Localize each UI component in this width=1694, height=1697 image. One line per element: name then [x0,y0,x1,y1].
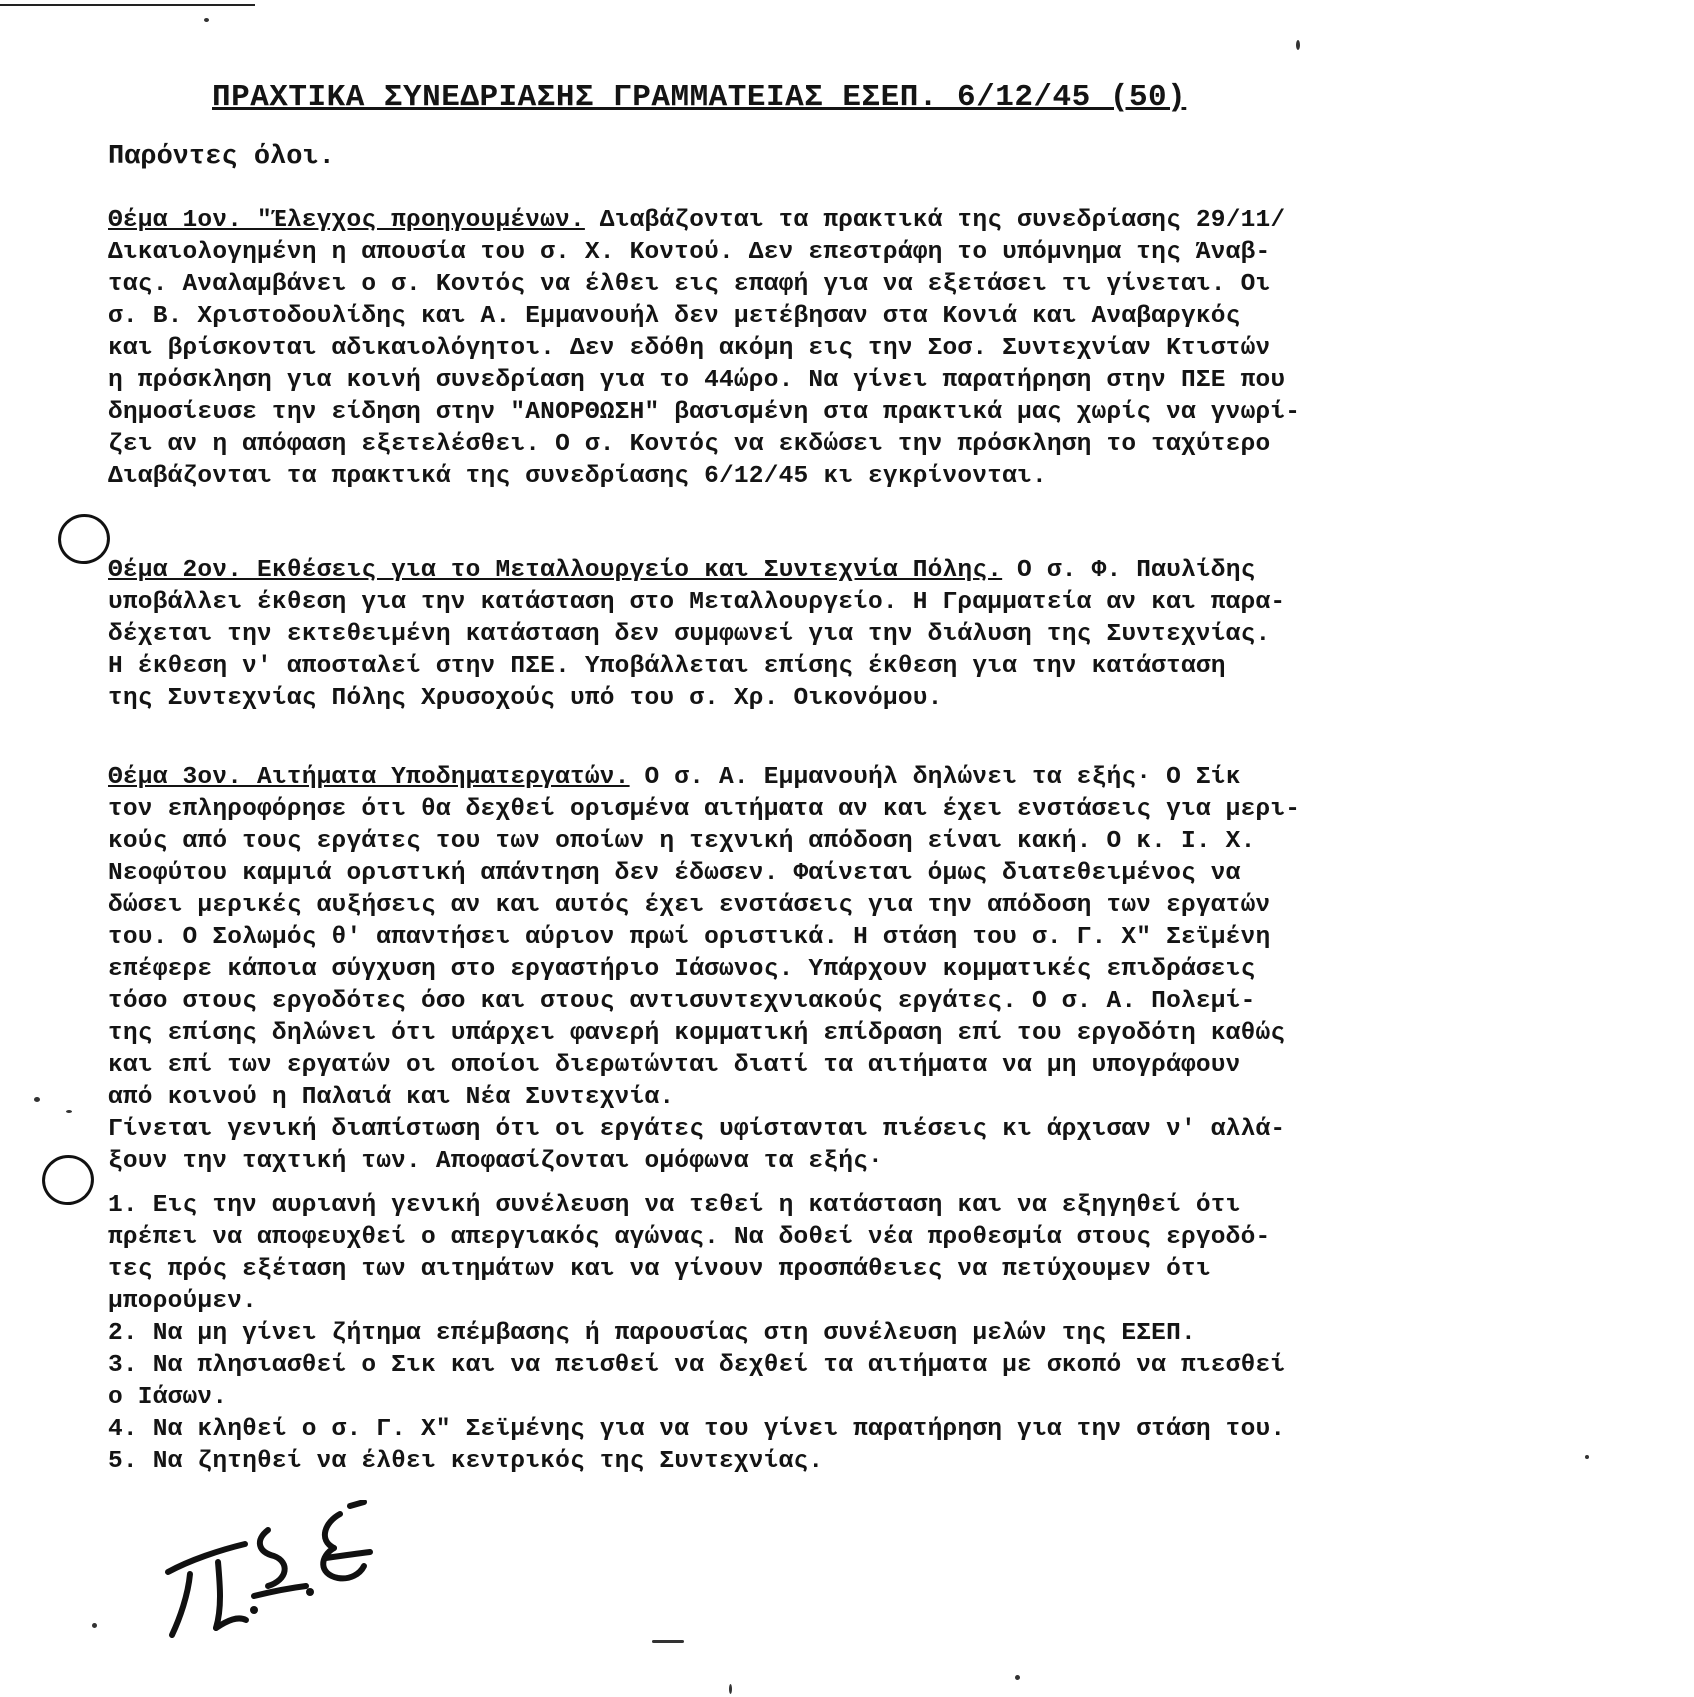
topic-3 [108,762,1688,1178]
topic-1-heading: Θέμα 1ον. "Έλεγχος προηγουμένων. [108,207,585,234]
topic-3-line: και επί των εργατών οι οποίοι διερωτώνται διατί τα αιτήματα να μη υπογράφουν [108,1052,1241,1079]
topic-2-line: δέχεται την εκτεθειμένη κατάσταση δεν συμφωνεί για την διάλυση της Συντεχνίας. [108,621,1271,648]
topic-3-line: Νεοφύτου καμμιά οριστική απάντηση δεν έδωσεν. Φαίνεται όμως διατεθειμένος να [108,860,1241,887]
handwritten-signature [150,1500,410,1650]
document-title: ΠΡΑΧΤΙΚΑ ΣΥΝΕΔΡΙΑΣΗΣ ΓΡΑΜΜΑΤΕΙΑΣ ΕΣΕΠ. 6/12/45 (50) [212,80,1187,115]
scan-speck [66,1110,72,1113]
decision-item: 3. Να πλησιασθεί ο Σικ και να πεισθεί να δεχθεί τα αιτήματα με σκοπό να πιεσθεί [108,1352,1286,1379]
topic-2-heading: Θέμα 2ον. Εκθέσεις για το Μεταλλουργείο και Συντεχνία Πόλης. [108,557,1003,584]
decision-item: 2. Να μη γίνει ζήτημα επέμβασης ή παρουσίας στη συνέλευση μελών της ΕΣΕΠ. [108,1320,1196,1347]
topic-2-first-text: Ο σ. Φ. Παυλίδης [1002,557,1256,584]
topic-3-line: του. Ο Σολωμός θ' απαντήσει αύριον πρωί οριστικά. Η στάση του σ. Γ. Χ" Σεϊμένη [108,924,1271,951]
topic-1-first-line [108,205,1688,237]
topic-1-line: ζει αν η απόφαση εξετελέσθει. Ο σ. Κοντός να εκδώσει την πρόσκληση το ταχύτερο [108,431,1271,458]
decision-item: 5. Να ζητηθεί να έλθει κεντρικός της Συντεχνίας. [108,1448,824,1475]
topic-3-line: της επίσης δηλώνει ότι υπάρχει φανερή κομματική επίδραση επί του εργοδότη καθώς [108,1020,1286,1047]
topic-3-first-line [108,762,1688,794]
topic-3-line: δώσει μερικές αυξήσεις αν και αυτός έχει ενστάσεις για την απόδοση των εργατών [108,892,1271,919]
topic-3-line: Γίνεται γενική διαπίστωση ότι οι εργάτες υφίστανται πιέσεις κι άρχισαν ν' αλλά- [108,1116,1286,1143]
topic-3-line: κούς από τους εργάτες του των οποίων η τεχνική απόδοση είναι κακή. Ο κ. Ι. Χ. [108,828,1256,855]
scan-speck [729,1684,732,1694]
topic-2-line: υποβάλλει έκθεση για την κατάσταση στο Μεταλλουργείο. Η Γραμματεία αν και παρα- [108,589,1286,616]
topic-3-heading: Θέμα 3ον. Αιτήματα Υποδηματεργατών. [108,764,630,791]
scan-speck [1585,1455,1589,1459]
topic-1-line: η πρόσκληση για κοινή συνεδρίαση για το 44ώρο. Να γίνει παρατήρηση στην ΠΣΕ που [108,367,1286,394]
topic-1-line: Δικαιολογημένη η απουσία του σ. Χ. Κοντού. Δεν επεστράφη το υπόμνημα της Άναβ- [108,239,1271,266]
top-rule [0,4,255,6]
decisions-list [108,1190,1688,1478]
topic-2 [108,555,1688,715]
topic-1-line: και βρίσκονται αδικαιολόγητοι. Δεν εδόθη ακόμη εις την Σοσ. Συντεχνίαν Κτιστών [108,335,1271,362]
topic-3-line: τον επληροφόρησε ότι θα δεχθεί ορισμένα αιτήματα αν και έχει ενστάσεις για μερι- [108,796,1301,823]
scan-speck [652,1640,684,1643]
topic-1-first-text: Διαβάζονται τα πρακτικά της συνεδρίασης 29/11/ [584,207,1286,234]
topic-2-line: Η έκθεση ν' αποσταλεί στην ΠΣΕ. Υποβάλλεται επίσης έκθεση για την κατάσταση [108,653,1226,680]
topic-1-line: δημοσίευσε την είδηση στην "ΑΝΟΡΘΩΣΗ" βασισμένη στα πρακτικά μας χωρίς να γνωρί- [108,399,1301,426]
decision-item: ο Ιάσων. [108,1384,228,1411]
decision-item: πρέπει να αποφευχθεί ο απεργιακός αγώνας. Να δοθεί νέα προθεσμία στους εργοδό- [108,1224,1271,1251]
decision-item: 1. Εις την αυριανή γενική συνέλευση να τεθεί η κατάσταση και να εξηγηθεί ότι [108,1192,1241,1219]
margin-circle-mark [37,1150,98,1210]
topic-1-line: Διαβάζονται τα πρακτικά της συνεδρίασης 6/12/45 κι εγκρίνονται. [108,463,1047,490]
scan-speck [1296,40,1300,50]
decision-item: 4. Να κληθεί ο σ. Γ. Χ" Σεϊμένης για να του γίνει παρατήρηση για την στάση του. [108,1416,1286,1443]
topic-2-first-line [108,555,1688,587]
scan-speck [1015,1675,1020,1680]
scan-speck [92,1623,97,1628]
scan-speck [204,18,209,22]
scan-speck [34,1097,40,1102]
topic-2-line: της Συντεχνίας Πόλης Χρυσοχούς υπό του σ. Χρ. Οικονόμου. [108,685,943,712]
topic-3-line: ξουν την ταχτική των. Αποφασίζονται ομόφωνα τα εξής· [108,1148,883,1175]
decision-item: τες πρός εξέταση των αιτημάτων και να γίνουν προσπάθειες να πετύχουμεν ότι [108,1256,1211,1283]
topic-1-line: τας. Αναλαμβάνει ο σ. Κοντός να έλθει εις επαφή για να εξετάσει τι γίνεται. Οι [108,271,1271,298]
topic-3-line: από κοινού η Παλαιά και Νέα Συντεχνία. [108,1084,675,1111]
topic-3-first-text: Ο σ. Α. Εμμανουήλ δηλώνει τα εξής· Ο Σίκ [629,764,1241,791]
decision-item: μπορούμεν. [108,1288,258,1315]
topic-1 [108,205,1688,493]
topic-1-line: σ. Β. Χριστοδουλίδης και Α. Εμμανουήλ δεν μετέβησαν στα Κονιά και Αναβαργκός [108,303,1241,330]
topic-3-line: επέφερε κάποια σύγχυση στο εργαστήριο Ιάσωνος. Υπάρχουν κομματικές επιδράσεις [108,956,1256,983]
attendance-note: Παρόντες όλοι. [108,142,335,172]
topic-3-line: τόσο στους εργοδότες όσο και στους αντισυντεχνιακούς εργάτες. Ο σ. Α. Πολεμί- [108,988,1256,1015]
margin-circle-mark [53,509,114,569]
